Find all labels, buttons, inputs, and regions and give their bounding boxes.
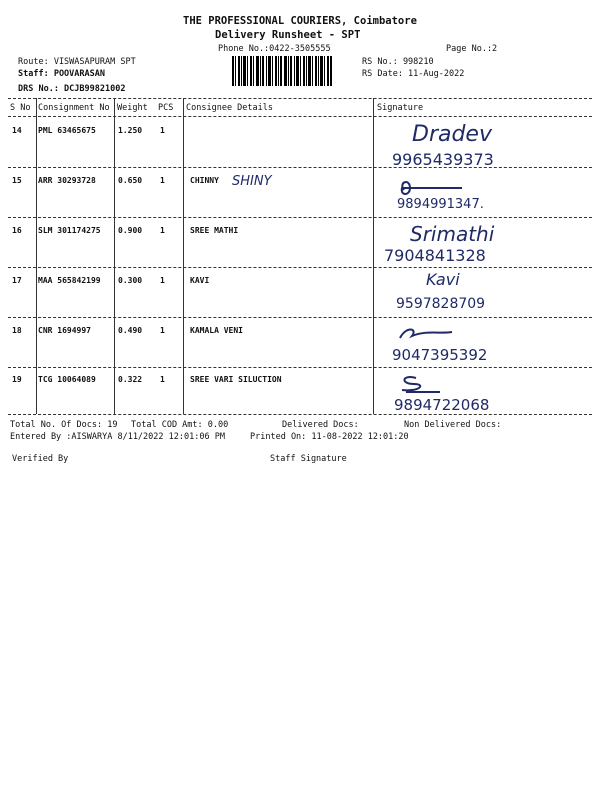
row-pcs: 1 [160,276,165,285]
rs-number: RS No.: 998210 [362,57,434,67]
row-weight: 0.650 [118,176,143,185]
verified-by: Verified By [12,454,69,464]
signature-scribble [396,324,456,344]
col-sno: S No [10,103,31,113]
col-consignee: Consignee Details [186,103,273,113]
row-consignment: SLM 301174275 [38,226,101,235]
handwritten-note: SHINY [232,174,272,189]
row-weight: 0.490 [118,326,143,335]
row-consignment: MAA 565842199 [38,276,101,285]
handwritten-signature: Kavi [426,270,460,289]
row-consignee: KAMALA VENI [190,326,243,335]
rs-date: RS Date: 11-Aug-2022 [362,69,465,79]
handwritten-phone: 9965439373 [392,150,494,169]
row-weight: 0.900 [118,226,143,235]
company-name: THE PROFESSIONAL COURIERS, Coimbatore [183,15,417,27]
handwritten-signature: Dradev [412,122,492,147]
handwritten-phone: 7904841328 [384,246,486,265]
signature-scribble [396,374,446,394]
row-pcs: 1 [160,375,165,384]
barcode [232,56,332,86]
row-weight: 0.322 [118,375,143,384]
non-delivered-docs: Non Delivered Docs: [404,420,502,430]
staff-signature: Staff Signature [270,454,347,464]
row-consignee: KAVI [190,276,210,285]
row-sno: 17 [12,276,22,285]
handwritten-phone: 9894722068 [394,396,490,414]
handwritten-signature: Srimathi [410,222,495,246]
divider [8,414,592,415]
col-pcs: PCS [158,103,174,113]
drs-number: DRS No.: DCJB99821002 [18,84,126,94]
page-number: Page No.:2 [446,44,498,54]
row-pcs: 1 [160,326,165,335]
row-consignment: TCG 10064089 [38,375,96,384]
divider [8,367,592,368]
row-sno: 19 [12,375,22,384]
entered-by: Entered By :AISWARYA 8/11/2022 12:01:06 PM [10,432,225,442]
col-signature: Signature [377,103,424,113]
divider [8,167,592,168]
row-pcs: 1 [160,176,165,185]
divider [8,98,592,99]
row-consignment: ARR 30293728 [38,176,96,185]
divider [8,116,592,117]
col-weight: Weight [117,103,148,113]
row-consignment: CNR 1694997 [38,326,91,335]
row-consignee: CHINNY [190,176,219,185]
handwritten-phone: 9894991347. [397,197,484,212]
divider [8,217,592,218]
col-consignment: Consignment No [38,103,110,113]
row-consignee: SREE VARI SILUCTION [190,375,282,384]
document-title: Delivery Runsheet - SPT [215,29,361,41]
handwritten-phone: 9047395392 [392,346,488,364]
route: Route: VISWASAPURAM SPT [18,57,136,67]
row-consignee: SREE MATHI [190,226,239,235]
delivered-docs: Delivered Docs: [282,420,359,430]
row-sno: 16 [12,226,22,235]
total-cod: Total COD Amt: 0.00 [131,420,229,430]
row-weight: 0.300 [118,276,143,285]
row-pcs: 1 [160,226,165,235]
divider [8,267,592,268]
staff: Staff: POOVARASAN [18,69,105,79]
row-sno: 15 [12,176,22,185]
row-sno: 14 [12,126,22,135]
row-sno: 18 [12,326,22,335]
handwritten-phone: 9597828709 [396,296,486,312]
phone-number: Phone No.:0422-3505555 [218,44,331,54]
row-pcs: 1 [160,126,165,135]
row-consignment: PML 63465675 [38,126,96,135]
total-docs: Total No. Of Docs: 19 [10,420,118,430]
printed-on: Printed On: 11-08-2022 12:01:20 [250,432,409,442]
row-weight: 1.250 [118,126,143,135]
divider [8,317,592,318]
